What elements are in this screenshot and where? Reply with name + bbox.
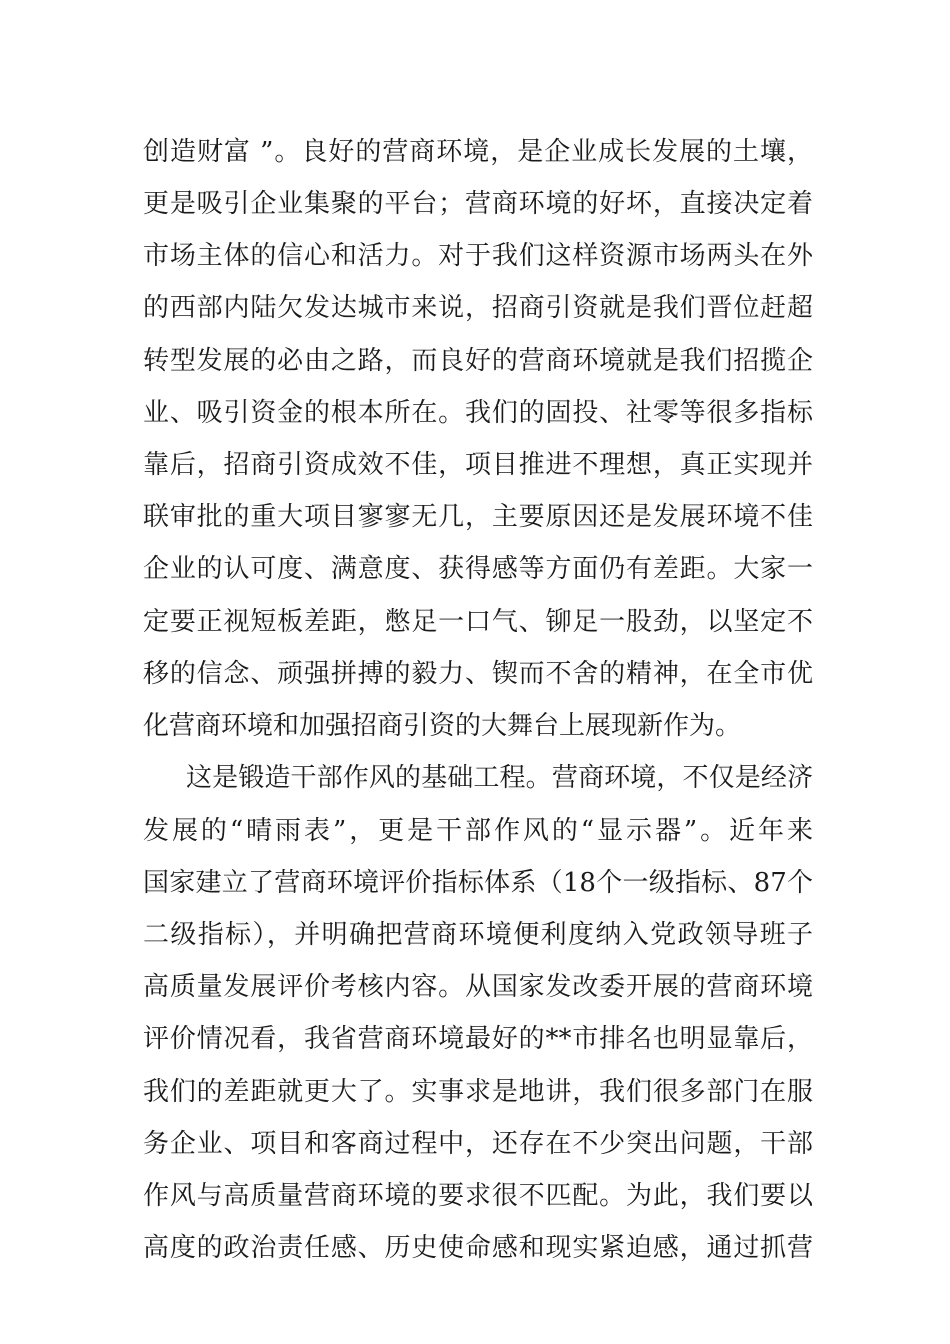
- text-line: 市场主体的信心和活力。对于我们这样资源市场两头在外: [143, 241, 813, 271]
- text-line: 业、吸引资金的根本所在。我们的固投、社零等很多指标: [143, 398, 813, 428]
- text-line: 的西部内陆欠发达城市来说，招商引资就是我们晋位赶超: [143, 293, 813, 323]
- text-line: 创造财富 ”。良好的营商环境，是企业成长发展的土壤，: [143, 137, 813, 167]
- text-line: 移的信念、顽强拼搏的毅力、锲而不舍的精神，在全市优: [143, 659, 813, 689]
- paragraph-first-line: 这是锻造干部作风的基础工程。营商环境，不仅是经济: [186, 763, 813, 793]
- text-line: 联审批的重大项目寥寥无几，主要原因还是发展环境不佳: [143, 502, 813, 532]
- text-line: 企业的认可度、满意度、获得感等方面仍有差距。大家一: [143, 554, 813, 584]
- text-line: 发展的“晴雨表”，更是干部作风的“显示器”。近年来: [143, 816, 813, 846]
- text-line: 定要正视短板差距，憋足一口气、铆足一股劲，以坚定不: [143, 607, 813, 637]
- text-line: 更是吸引企业集聚的平台；营商环境的好坏，直接决定着: [143, 189, 813, 219]
- text-line: 高度的政治责任感、历史使命感和现实紧迫感，通过抓营: [143, 1233, 813, 1263]
- text-line: 靠后，招商引资成效不佳，项目推进不理想，真正实现并: [143, 450, 813, 480]
- text-line: 国家建立了营商环境评价指标体系（18个一级指标、87个: [143, 868, 813, 898]
- text-line: 二级指标），并明确把营商环境便利度纳入党政领导班子: [143, 920, 813, 950]
- text-line: 务企业、项目和客商过程中，还存在不少突出问题，干部: [143, 1129, 813, 1159]
- text-line: 高质量发展评价考核内容。从国家发改委开展的营商环境: [143, 972, 813, 1002]
- text-line: 我们的差距就更大了。实事求是地讲，我们很多部门在服: [143, 1077, 813, 1107]
- text-line: 化营商环境和加强招商引资的大舞台上展现新作为。: [143, 711, 742, 741]
- text-line: 转型发展的必由之路，而良好的营商环境就是我们招揽企: [143, 346, 813, 376]
- text-line: 作风与高质量营商环境的要求很不匹配。为此，我们要以: [143, 1181, 813, 1211]
- text-line: 评价情况看，我省营商环境最好的**市排名也明显靠后，: [143, 1024, 813, 1054]
